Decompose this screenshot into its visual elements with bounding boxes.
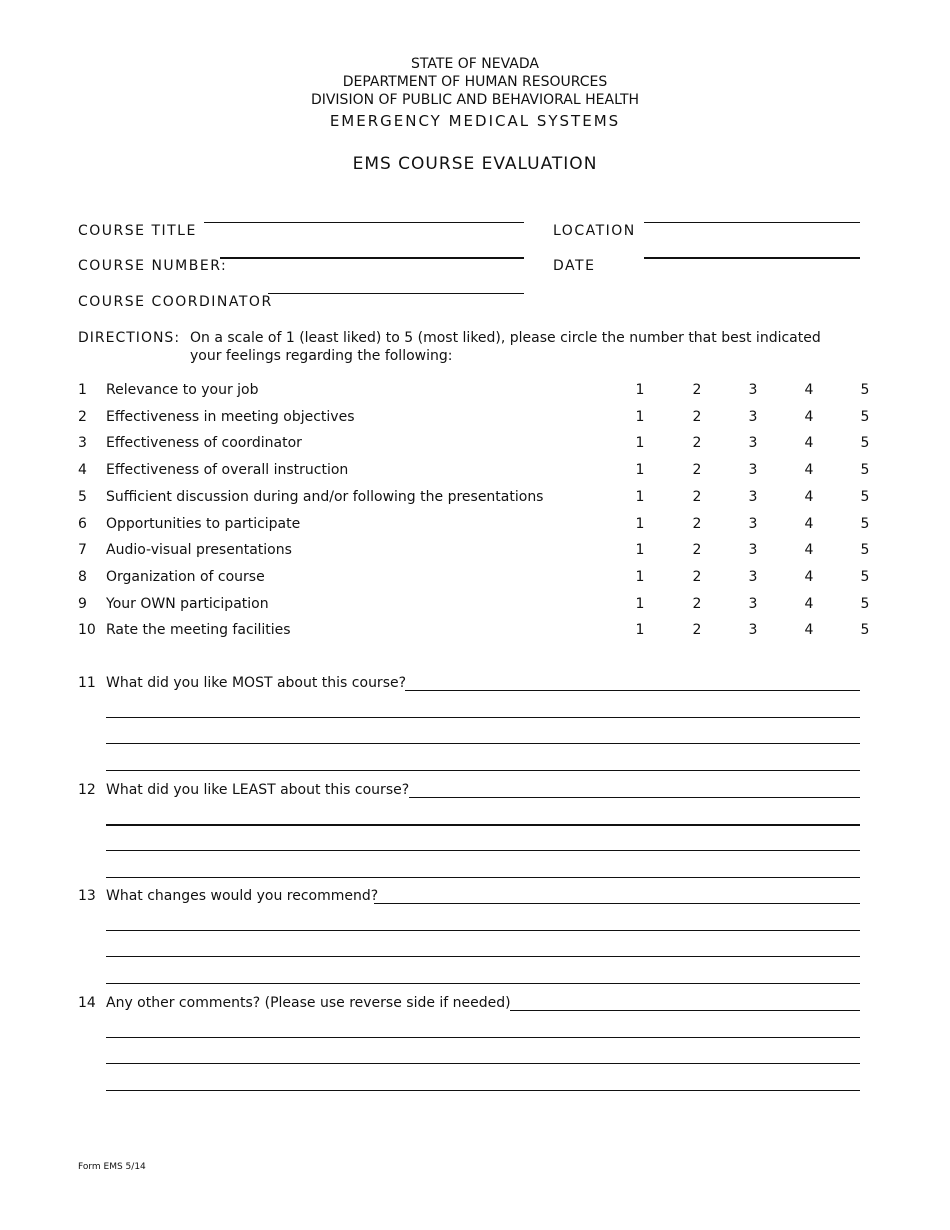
rating-option-5[interactable]: 5 [860, 595, 870, 612]
rating-option-2[interactable]: 2 [692, 515, 702, 532]
answer-line[interactable] [106, 968, 860, 984]
rating-option-4[interactable]: 4 [804, 622, 814, 639]
rating-option-1[interactable]: 1 [635, 462, 645, 479]
rating-option-2[interactable]: 2 [692, 435, 702, 452]
question-number: 14 [78, 995, 96, 1011]
answer-line[interactable] [106, 809, 860, 826]
rating-option-4[interactable]: 4 [804, 595, 814, 612]
date-label: DATE [553, 258, 596, 274]
item-number: 10 [78, 622, 96, 639]
answer-line[interactable] [106, 702, 860, 718]
answer-line[interactable] [106, 862, 860, 878]
rating-option-2[interactable]: 2 [692, 622, 702, 639]
rating-option-3[interactable]: 3 [748, 542, 758, 559]
rating-option-5[interactable]: 5 [860, 462, 870, 479]
rating-option-2[interactable]: 2 [692, 462, 702, 479]
answer-line[interactable] [106, 1048, 860, 1064]
answer-line[interactable] [106, 728, 860, 744]
question-text: What did you like LEAST about this course? [106, 782, 410, 798]
question-number: 13 [78, 888, 96, 904]
answer-line[interactable] [409, 782, 860, 798]
item-number: 9 [78, 595, 87, 612]
item-text: Audio-visual presentations [106, 542, 292, 559]
rating-option-2[interactable]: 2 [692, 408, 702, 425]
rating-option-4[interactable]: 4 [804, 515, 814, 532]
question-text: What did you like MOST about this course? [106, 675, 407, 691]
question-number: 11 [78, 675, 96, 691]
answer-line[interactable] [106, 1022, 860, 1038]
rating-option-3[interactable]: 3 [748, 488, 758, 505]
header-division: DIVISION OF PUBLIC AND BEHAVIORAL HEALTH [310, 92, 640, 108]
item-number: 4 [78, 462, 87, 479]
rating-option-3[interactable]: 3 [748, 515, 758, 532]
rating-option-2[interactable]: 2 [692, 382, 702, 398]
directions-label: DIRECTIONS: [78, 330, 181, 346]
rating-option-2[interactable]: 2 [692, 568, 702, 585]
item-number: 5 [78, 488, 87, 505]
rating-option-3[interactable]: 3 [748, 462, 758, 479]
rating-option-2[interactable]: 2 [692, 488, 702, 505]
item-text: Effectiveness of coordinator [106, 435, 302, 452]
answer-line[interactable] [106, 941, 860, 957]
rating-option-2[interactable]: 2 [692, 595, 702, 612]
rating-option-1[interactable]: 1 [635, 568, 645, 585]
item-number: 8 [78, 568, 87, 585]
header-state: STATE OF NEVADA [411, 56, 539, 72]
item-number: 6 [78, 515, 87, 532]
rating-option-4[interactable]: 4 [804, 382, 814, 398]
question-number: 12 [78, 782, 96, 798]
rating-option-4[interactable]: 4 [804, 488, 814, 505]
item-text: Your OWN participation [106, 595, 269, 612]
rating-option-5[interactable]: 5 [860, 408, 870, 425]
rating-option-4[interactable]: 4 [804, 568, 814, 585]
answer-line[interactable] [106, 835, 860, 851]
answer-line[interactable] [405, 675, 860, 691]
directions-text: On a scale of 1 (least liked) to 5 (most liked), please circle the number that best indicated your feelings regarding the following: [190, 330, 821, 364]
item-text: Relevance to your job [106, 382, 259, 398]
item-text: Effectiveness in meeting objectives [106, 408, 355, 425]
item-text: Sufficient discussion during and/or following the presentations [106, 488, 544, 505]
rating-option-5[interactable]: 5 [860, 488, 870, 505]
course-coordinator-input[interactable] [268, 293, 524, 294]
location-input[interactable] [644, 222, 860, 223]
question-text: Any other comments? (Please use reverse side if needed) [106, 995, 511, 1011]
course-number-label: COURSE NUMBER: [78, 258, 228, 274]
rating-option-5[interactable]: 5 [860, 435, 870, 452]
form-number: Form EMS 5/14 [78, 1162, 146, 1172]
rating-option-2[interactable]: 2 [692, 542, 702, 559]
item-number: 3 [78, 435, 87, 452]
course-title-label: COURSE TITLE [78, 223, 197, 239]
item-number: 7 [78, 542, 87, 559]
answer-line[interactable] [106, 915, 860, 931]
rating-option-5[interactable]: 5 [860, 515, 870, 532]
rating-option-1[interactable]: 1 [635, 595, 645, 612]
rating-option-1[interactable]: 1 [635, 542, 645, 559]
question-text: What changes would you recommend? [106, 888, 379, 904]
item-number: 2 [78, 408, 87, 425]
course-title-input[interactable] [204, 222, 524, 223]
rating-option-3[interactable]: 3 [748, 622, 758, 639]
rating-option-4[interactable]: 4 [804, 408, 814, 425]
course-number-input[interactable] [220, 257, 524, 259]
rating-option-1[interactable]: 1 [635, 382, 645, 398]
rating-option-5[interactable]: 5 [860, 622, 870, 639]
item-text: Organization of course [106, 568, 265, 585]
item-text: Effectiveness of overall instruction [106, 462, 349, 479]
rating-option-5[interactable]: 5 [860, 568, 870, 585]
rating-option-4[interactable]: 4 [804, 435, 814, 452]
rating-option-3[interactable]: 3 [748, 435, 758, 452]
answer-line[interactable] [374, 888, 860, 904]
rating-option-4[interactable]: 4 [804, 462, 814, 479]
rating-option-1[interactable]: 1 [635, 515, 645, 532]
header-ems: EMERGENCY MEDICAL SYSTEMS [329, 112, 621, 130]
rating-option-1[interactable]: 1 [635, 408, 645, 425]
rating-option-3[interactable]: 3 [748, 595, 758, 612]
answer-line[interactable] [106, 755, 860, 771]
rating-option-3[interactable]: 3 [748, 568, 758, 585]
rating-option-5[interactable]: 5 [860, 382, 870, 398]
rating-option-4[interactable]: 4 [804, 542, 814, 559]
header-department: DEPARTMENT OF HUMAN RESOURCES [342, 74, 608, 90]
rating-option-5[interactable]: 5 [860, 542, 870, 559]
rating-option-3[interactable]: 3 [748, 382, 758, 398]
item-text: Rate the meeting facilities [106, 622, 291, 639]
rating-option-1[interactable]: 1 [635, 435, 645, 452]
rating-option-3[interactable]: 3 [748, 408, 758, 425]
location-label: LOCATION [553, 223, 636, 239]
item-text: Opportunities to participate [106, 515, 301, 532]
date-input[interactable] [644, 257, 860, 259]
rating-option-1[interactable]: 1 [635, 488, 645, 505]
course-coordinator-label: COURSE COORDINATOR [78, 294, 273, 310]
answer-line[interactable] [106, 1075, 860, 1091]
rating-option-1[interactable]: 1 [635, 622, 645, 639]
page-title: EMS COURSE EVALUATION [352, 154, 598, 174]
answer-line[interactable] [510, 995, 860, 1011]
item-number: 1 [78, 382, 87, 398]
